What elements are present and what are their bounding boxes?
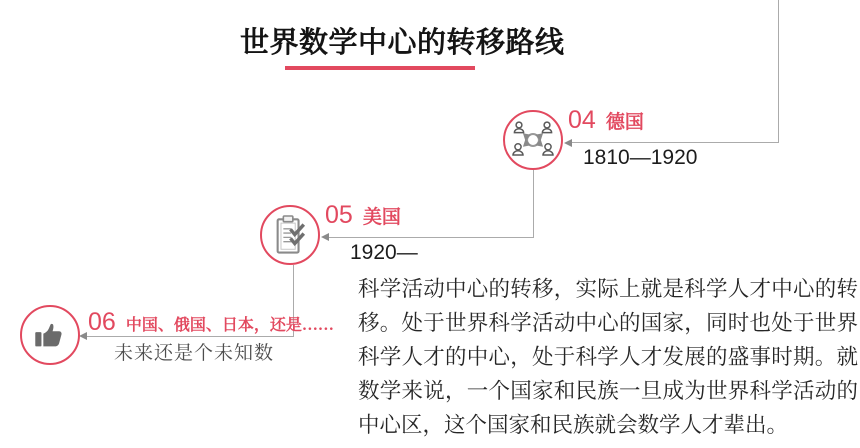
node-05-name: 美国 bbox=[362, 207, 401, 228]
node-05-circle bbox=[260, 205, 320, 265]
node-04-label bbox=[568, 106, 644, 135]
node-05-number: 05 bbox=[325, 201, 353, 229]
arrowhead-06-icon bbox=[79, 332, 87, 340]
node-06-label bbox=[88, 308, 334, 337]
node-04-name: 德国 bbox=[605, 112, 644, 133]
clipboard-check-icon bbox=[271, 213, 309, 257]
node-06-circle bbox=[20, 305, 80, 365]
node-04-number: 04 bbox=[568, 106, 596, 134]
arrowhead-05-icon bbox=[321, 233, 329, 241]
node-04-period: 1810—1920 bbox=[583, 146, 698, 169]
thumbs-up-icon bbox=[31, 316, 69, 354]
connector-04-horizontal-line bbox=[571, 142, 779, 143]
node-05-label bbox=[325, 201, 401, 230]
title-underline bbox=[285, 66, 475, 70]
node-06-subtitle: 未来还是个未知数 bbox=[114, 343, 275, 364]
node-04-circle bbox=[503, 110, 563, 170]
arrowhead-04-icon bbox=[564, 139, 572, 147]
connector-05-horizontal-line bbox=[328, 237, 534, 238]
connector-04-05-vertical-line bbox=[533, 170, 534, 238]
page-title: 世界数学中心的转移路线 bbox=[240, 27, 565, 59]
node-06-name: 中国、俄国、日本，还是…… bbox=[125, 317, 334, 334]
node-06-number: 06 bbox=[88, 308, 116, 336]
people-network-icon bbox=[510, 119, 556, 161]
node-05-period: 1920— bbox=[350, 241, 418, 264]
body-paragraph: 科学活动中心的转移，实际上就是科学人才中心的转移。处于世界科学活动中心的国家，同时也处于世界科学人才的中心，处于科学人才发展的盛事时期。就数学来说，一个国家和民族一旦成为世界科学活动的中心区，这个国家和民族就会数学人才辈出。 bbox=[358, 277, 858, 437]
connector-top-vertical-line bbox=[778, 0, 779, 143]
